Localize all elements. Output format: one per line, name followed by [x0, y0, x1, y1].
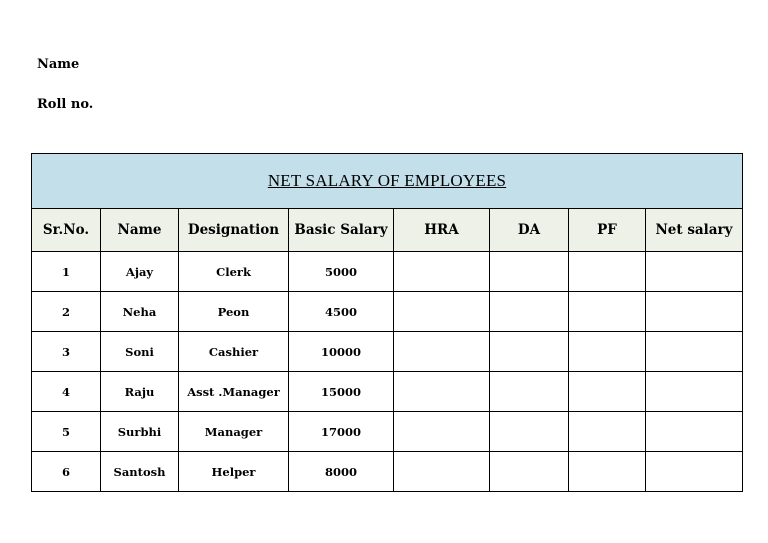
header-designation: Designation	[179, 209, 289, 252]
table-title-row	[32, 154, 743, 209]
name-field-label: Name	[37, 57, 80, 72]
cell-pf[interactable]	[569, 372, 646, 412]
header-da: DA	[490, 209, 569, 252]
cell-pf[interactable]	[569, 292, 646, 332]
cell-sr-no: 5	[32, 412, 101, 452]
cell-da[interactable]	[490, 452, 569, 492]
cell-hra[interactable]	[394, 332, 490, 372]
cell-hra[interactable]	[394, 412, 490, 452]
cell-pf[interactable]	[569, 412, 646, 452]
cell-sr-no: 3	[32, 332, 101, 372]
cell-basic-salary: 10000	[289, 332, 394, 372]
cell-net-salary[interactable]	[646, 252, 743, 292]
cell-hra[interactable]	[394, 452, 490, 492]
cell-da[interactable]	[490, 412, 569, 452]
cell-net-salary[interactable]	[646, 452, 743, 492]
table-row	[32, 412, 743, 452]
cell-designation: Manager	[179, 412, 289, 452]
cell-designation: Helper	[179, 452, 289, 492]
cell-designation: Clerk	[179, 252, 289, 292]
table-header-row	[32, 209, 743, 252]
cell-name: Santosh	[101, 452, 179, 492]
cell-name: Raju	[101, 372, 179, 412]
net-salary-table	[31, 153, 743, 492]
cell-net-salary[interactable]	[646, 412, 743, 452]
cell-designation: Asst .Manager	[179, 372, 289, 412]
cell-da[interactable]	[490, 372, 569, 412]
cell-hra[interactable]	[394, 372, 490, 412]
cell-da[interactable]	[490, 252, 569, 292]
table-title: NET SALARY OF EMPLOYEES	[32, 154, 743, 209]
cell-basic-salary: 17000	[289, 412, 394, 452]
cell-basic-salary: 5000	[289, 252, 394, 292]
cell-hra[interactable]	[394, 252, 490, 292]
header-basic-salary: Basic Salary	[289, 209, 394, 252]
cell-net-salary[interactable]	[646, 372, 743, 412]
cell-net-salary[interactable]	[646, 292, 743, 332]
cell-sr-no: 2	[32, 292, 101, 332]
cell-sr-no: 1	[32, 252, 101, 292]
cell-da[interactable]	[490, 332, 569, 372]
header-net-salary: Net salary	[646, 209, 743, 252]
cell-pf[interactable]	[569, 252, 646, 292]
header-hra: HRA	[394, 209, 490, 252]
cell-da[interactable]	[490, 292, 569, 332]
cell-hra[interactable]	[394, 292, 490, 332]
table-row	[32, 252, 743, 292]
cell-designation: Peon	[179, 292, 289, 332]
cell-sr-no: 6	[32, 452, 101, 492]
cell-name: Ajay	[101, 252, 179, 292]
table-row	[32, 332, 743, 372]
cell-basic-salary: 4500	[289, 292, 394, 332]
cell-pf[interactable]	[569, 332, 646, 372]
header-sr-no: Sr.No.	[32, 209, 101, 252]
cell-pf[interactable]	[569, 452, 646, 492]
cell-basic-salary: 15000	[289, 372, 394, 412]
roll-number-field-label: Roll no.	[37, 97, 94, 112]
cell-name: Surbhi	[101, 412, 179, 452]
header-name: Name	[101, 209, 179, 252]
table-row	[32, 372, 743, 412]
cell-designation: Cashier	[179, 332, 289, 372]
cell-net-salary[interactable]	[646, 332, 743, 372]
header-pf: PF	[569, 209, 646, 252]
cell-sr-no: 4	[32, 372, 101, 412]
cell-name: Neha	[101, 292, 179, 332]
cell-basic-salary: 8000	[289, 452, 394, 492]
table-row	[32, 292, 743, 332]
table-row	[32, 452, 743, 492]
cell-name: Soni	[101, 332, 179, 372]
